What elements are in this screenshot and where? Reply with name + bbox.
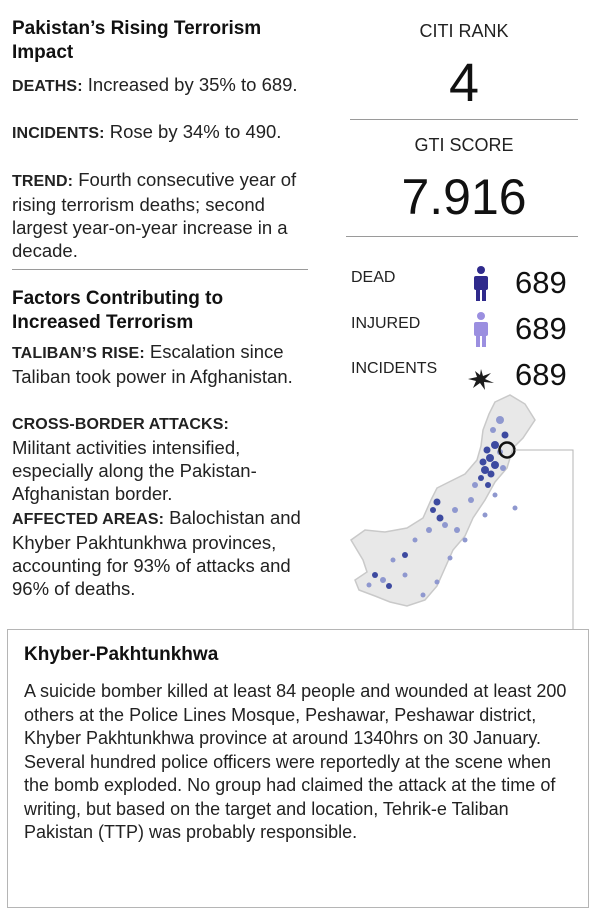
left-divider [12, 269, 308, 270]
citi-rank-label: CITI RANK [419, 21, 509, 41]
taliban-text: Escalation since Taliban took power in Afghanistan. [12, 341, 293, 387]
cross-border-label: CROSS-BORDER ATTACKS: [12, 416, 229, 433]
gti-divider [346, 236, 578, 237]
trend-text: Fourth consecutive year of rising terrorism deaths; second largest year-on-year increase in a decade. [12, 169, 297, 261]
injured-value: 689 [515, 311, 567, 346]
affected-entry [12, 506, 304, 600]
cross-border-entry [12, 411, 312, 505]
deaths-label: DEATHS: [12, 78, 83, 95]
section2-title: Factors Contributing to Increased Terrorism [12, 288, 224, 333]
pakistan-map [345, 390, 595, 630]
dead-label: DEAD [351, 269, 396, 286]
trend-label: TREND: [12, 173, 74, 190]
injured-label: INJURED [351, 315, 421, 332]
deaths-entry [12, 73, 302, 98]
incident-box-title: Khyber-Pakhtunkhwa [24, 644, 219, 665]
dead-value: 689 [515, 265, 567, 300]
deaths-text: Increased by 35% to 689. [87, 74, 298, 95]
section1-title: Pakistan’s Rising Terrorism Impact [12, 18, 262, 63]
gti-score-label: GTI SCORE [414, 135, 514, 155]
citi-rank-value: 4 [448, 53, 480, 113]
affected-label: AFFECTED AREAS: [12, 511, 165, 528]
affected-text: Balochistan and Khyber Pakhtunkhwa provinces, accounting for 93% of attacks and 96% of deaths. [12, 507, 301, 599]
callout-line [515, 450, 573, 630]
person-icon [472, 266, 490, 302]
incidents-entry [12, 120, 292, 145]
incidents-text: Rose by 34% to 490. [109, 121, 282, 142]
trend-entry [12, 168, 304, 262]
incidents-stat-label: INCIDENTS [351, 360, 438, 377]
taliban-entry [12, 340, 304, 388]
gti-score-value: 7.916 [401, 169, 527, 225]
incidents-label: INCIDENTS: [12, 125, 105, 142]
person-icon [472, 312, 490, 348]
incident-box [7, 629, 589, 908]
cross-border-text: Militant activities intensified, especially along the Pakistan-Afghanistan border. [12, 437, 257, 504]
incident-box-text: A suicide bomber killed at least 84 people and wounded at least 200 others at the Police Lines Mosque, Peshawar, Peshawar district, Khyber Pakhtunkhwa province at around 1340hrs on 30 January. Several hundred police officers were reportedly at the scene when the bomb exploded. No group had claimed the attack at the time of writing, but based on the target and location, Tehrik-e Taliban Pakistan (TTP) was probably responsible. [24, 681, 567, 842]
taliban-label: TALIBAN’S RISE: [12, 345, 145, 362]
pakistan-outline [351, 395, 535, 606]
citi-divider [350, 119, 578, 120]
incidents-stat-value: 689 [515, 357, 567, 392]
explosion-icon [467, 367, 495, 391]
